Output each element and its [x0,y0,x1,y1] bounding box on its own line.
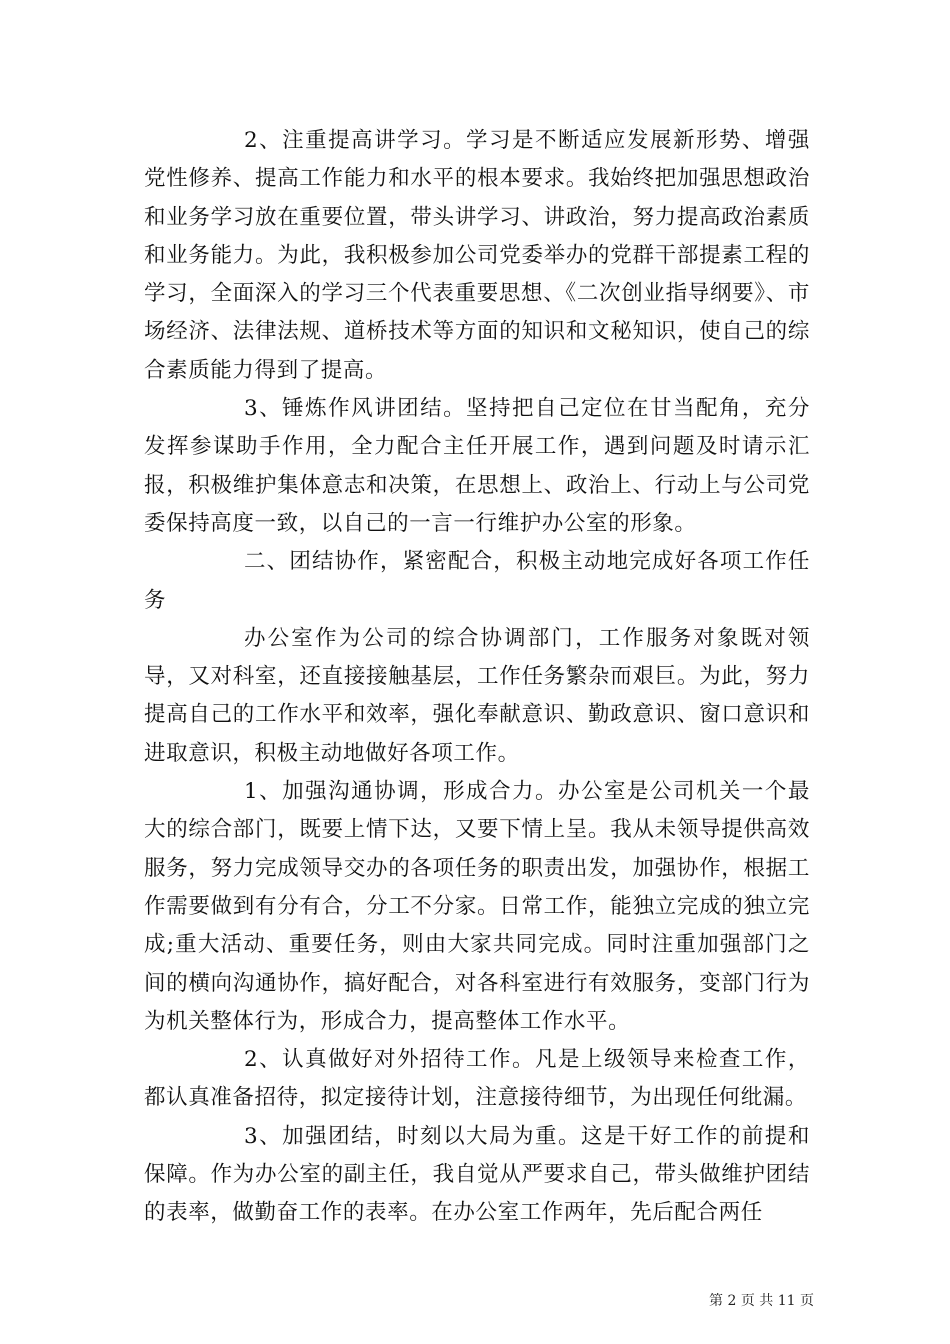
document-body [144,122,810,1233]
paragraph-solidarity: 3、加强团结，时刻以大局为重。这是干好工作的前提和保障。作为办公室的副主任，我自觉从严要求自己，带头做维护团结的表率，做勤奋工作的表率。在办公室工作两年，先后配合两任 [144,1123,810,1226]
section-heading-teamwork: 二、团结协作，紧密配合，积极主动地完成好各项工作任务 [144,549,810,613]
paragraph-style-unity: 3、锤炼作风讲团结。坚持把自己定位在甘当配角，充分发挥参谋助手作用，全力配合主任开展工作，遇到问题及时请示汇报，积极维护集体意志和决策，在思想上、政治上、行动上与公司党委保持高度一致，以自己的一言一行维护办公室的形象。 [144,396,810,536]
paragraph-study: 2、注重提高讲学习。学习是不断适应发展新形势、增强党性修养、提高工作能力和水平的根本要求。我始终把加强思想政治和业务学习放在重要位置，带头讲学习、讲政治，努力提高政治素质和业务能力。为此，我积极参加公司党委举办的党群干部提素工程的学习，全面深入的学习三个代表重要思想、《二次创业指导纲要》、市场经济、法律法规、道桥技术等方面的知识和文秘知识，使自己的综合素质能力得到了提高。 [144,128,810,383]
paragraph-communication: 1、加强沟通协调，形成合力。办公室是公司机关一个最大的综合部门，既要上情下达，又要下情上呈。我从未领导提供高效服务，努力完成领导交办的各项任务的职责出发，加强协作，根据工作需要做到有分有合，分工不分家。日常工作，能独立完成的独立完成;重大活动、重要任务，则由大家共同完成。同时注重加强部门之间的横向沟通协作，搞好配合，对各科室进行有效服务，变部门行为为机关整体行为，形成合力，提高整体工作水平。 [144,779,810,1034]
paragraph-reception: 2、认真做好对外招待工作。凡是上级领导来检查工作，都认真准备招待，拟定接待计划，注意接待细节，为出现任何纰漏。 [144,1047,810,1111]
paragraph-office-role: 办公室作为公司的综合协调部门，工作服务对象既对领导，又对科室，还直接接触基层，工作任务繁杂而艰巨。为此，努力提高自己的工作水平和效率，强化奉献意识、勤政意识、窗口意识和进取意识，积极主动地做好各项工作。 [144,625,810,766]
page-number: 第 2 页 共 11 页 [709,1293,814,1309]
